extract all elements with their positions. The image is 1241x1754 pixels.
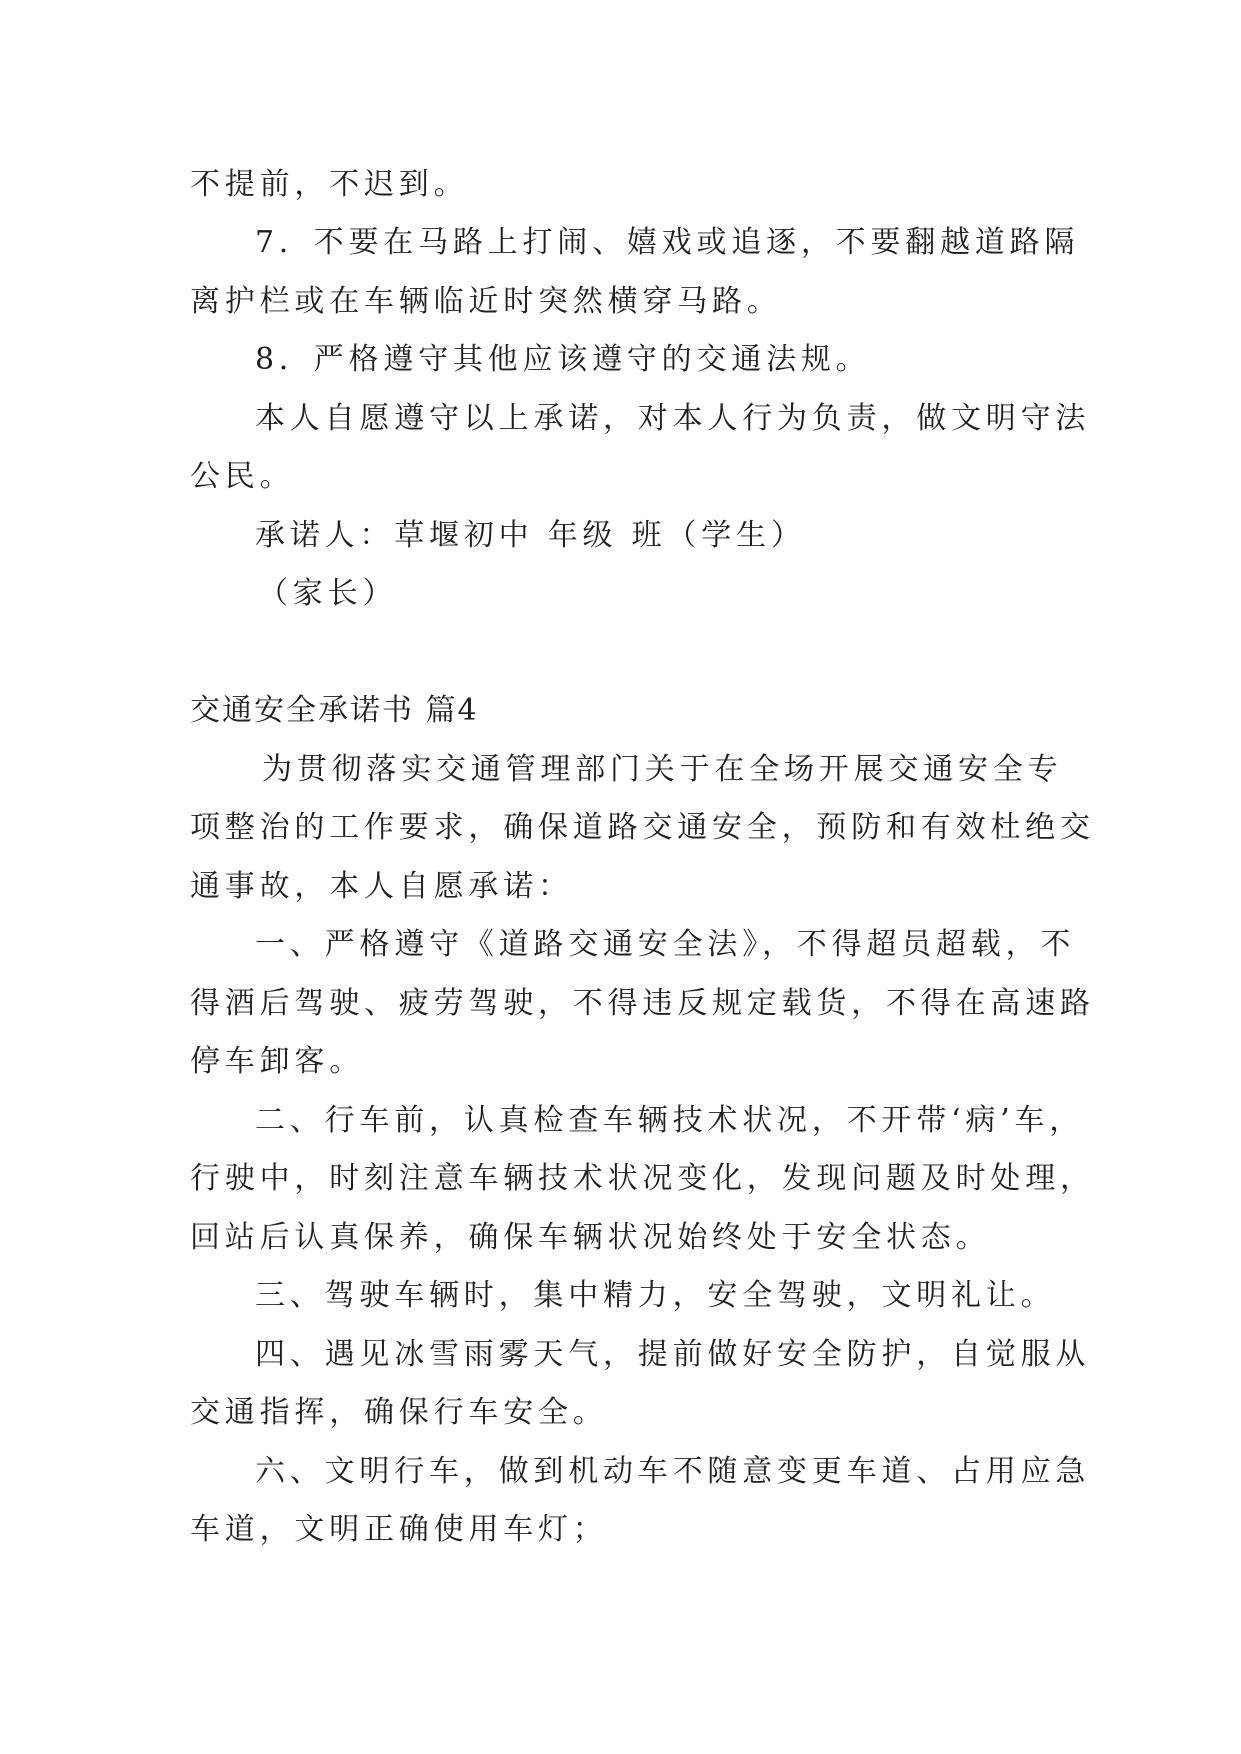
text-line: 本人自愿遵守以上承诺，对本人行为负责，做文明守法: [255, 401, 1091, 436]
text-line: 车道，文明正确使用车灯；: [190, 1512, 608, 1547]
text-line: 四、遇见冰雪雨雾天气，提前做好安全防护，自觉服从: [255, 1337, 1091, 1372]
text-line: 不提前，不迟到。: [190, 167, 469, 202]
text-line: 项整治的工作要求，确保道路交通安全，预防和有效杜绝交: [190, 810, 1095, 845]
text-line: 为贯彻落实交通管理部门关于在全场开展交通安全专: [262, 752, 1063, 787]
signature-line: 承诺人：草堰初中 年级 班（学生）: [255, 518, 806, 553]
text-line: 交通指挥，确保行车安全。: [190, 1395, 608, 1430]
text-line: 行驶中，时刻注意车辆技术状况变化，发现问题及时处理，: [190, 1161, 1095, 1196]
text-line: 8．严格遵守其他应该遵守的交通法规。: [255, 342, 871, 377]
text-line: 一、严格遵守《道路交通安全法》，不得超员超载，不: [255, 927, 1076, 962]
text-line: 停车卸客。: [190, 1044, 364, 1079]
text-line: 通事故，本人自愿承诺：: [190, 869, 573, 904]
text-line: 公民。: [190, 459, 295, 494]
text-line: 六、文明行车，做到机动车不随意变更车道、占用应急: [255, 1454, 1091, 1489]
signature-line: （家长）: [258, 576, 398, 611]
text-line: 三、驾驶车辆时，集中精力，安全驾驶，文明礼让。: [255, 1278, 1056, 1313]
text-line: 回站后认真保养，确保车辆状况始终处于安全状态。: [190, 1220, 991, 1255]
section-heading: 交通安全承诺书 篇4: [190, 693, 479, 728]
text-line: 二、行车前，认真检查车辆技术状况，不开带‘病’车，: [255, 1103, 1085, 1138]
text-line: 离护栏或在车辆临近时突然横穿马路。: [190, 284, 782, 319]
text-line: 7．不要在马路上打闹、嬉戏或追逐，不要翻越道路隔: [255, 225, 1080, 260]
text-line: 得酒后驾驶、疲劳驾驶，不得违反规定载货，不得在高速路: [190, 986, 1095, 1021]
